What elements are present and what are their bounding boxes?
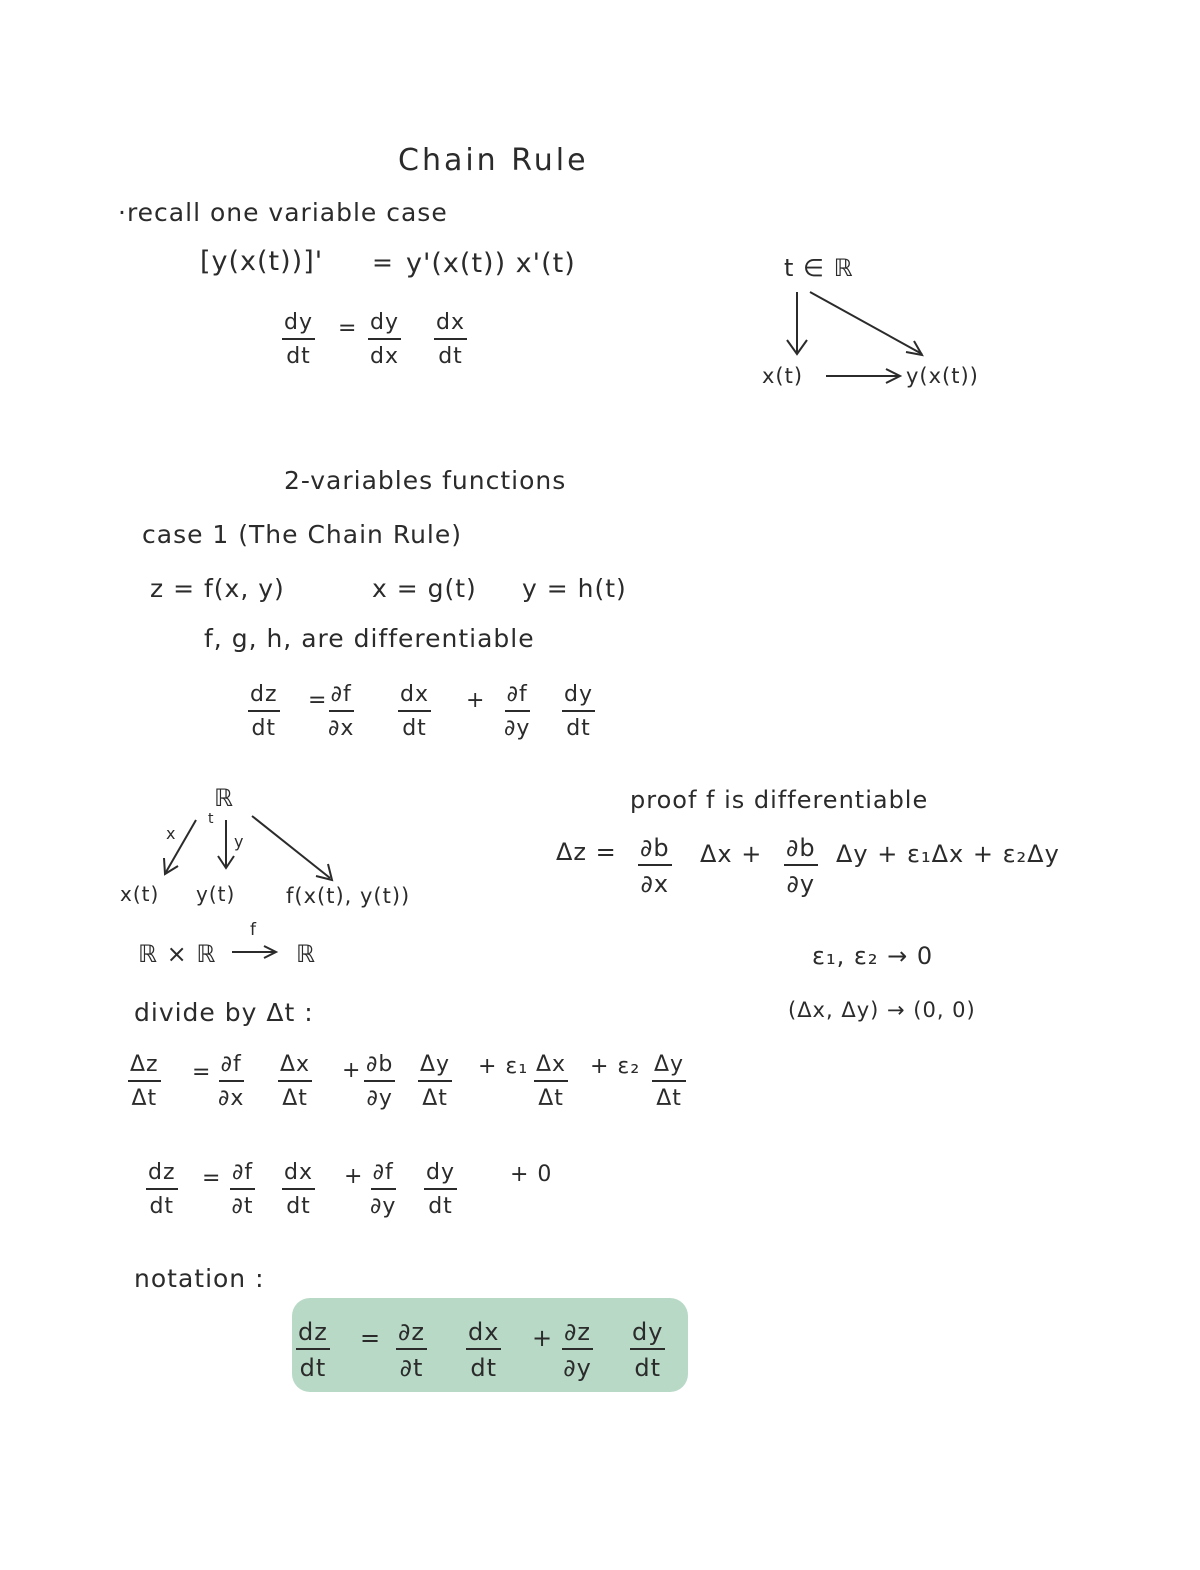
chain-df-dy: $\frac{\partial f}{\partial y}$ (504, 682, 531, 741)
arrow-root-to-x (166, 820, 196, 872)
boxed-dx-dt: $\frac{dx}{dt}$ (468, 1318, 500, 1382)
section-2-heading: 2-variables functions (284, 466, 567, 495)
proof-limit: (Δx, Δy) → (0, 0) (788, 998, 976, 1022)
tree-arrows (164, 816, 332, 880)
case1-heading: case 1 (The Chain Rule) (142, 520, 462, 549)
limit-df-dy: $\frac{\partial f}{\partial y}$ (370, 1160, 397, 1219)
tree-leaf-x: x(t) (120, 882, 160, 906)
proof-dz: Δz = (556, 838, 617, 866)
boxed-lhs: $\frac{dz}{dt}$ (298, 1318, 328, 1382)
equals-sign: = (372, 248, 394, 277)
delta-df-dx: $\frac{\partial f}{\partial x}$ (218, 1052, 245, 1111)
tree-label-t: t (208, 811, 215, 827)
limit-dy-dt: $\frac{dy}{dt}$ (426, 1160, 455, 1219)
boxed-dy-dt: $\frac{dy}{dt}$ (632, 1318, 664, 1382)
delta-dy-dt: $\frac{\Delta y}{\Delta t}$ (420, 1052, 451, 1111)
chain-dy-dt: $\frac{dy}{dt}$ (564, 682, 593, 741)
arrow-root-to-f (252, 816, 330, 878)
delta-eps2-frac: $\frac{\Delta y}{\Delta t}$ (654, 1052, 685, 1111)
diagram1-arrows (787, 292, 922, 383)
proof-heading: proof f is differentiable (630, 786, 929, 814)
tree-leaf-y: y(t) (196, 882, 236, 906)
tree-label-y: y (234, 832, 245, 851)
def-y: y = h(t) (522, 574, 627, 603)
def-z: z = f(x, y) (150, 574, 285, 603)
mapping-f-label: f (250, 920, 257, 940)
tree-leaf-f: f(x(t), y(t)) (286, 884, 411, 908)
limit-tail: + 0 (510, 1162, 553, 1187)
page-title: Chain Rule (398, 143, 589, 178)
delta-lhs: $\frac{\Delta z}{\Delta t}$ (130, 1052, 159, 1111)
differentiable-note: f, g, h, are differentiable (204, 624, 535, 653)
proof-db-dx: $\frac{\partial b}{\partial x}$ (640, 834, 670, 898)
arrow-t-to-y (810, 292, 922, 354)
diagram1-left: x(t) (762, 364, 804, 388)
delta-eps2: + ε₂ (590, 1054, 641, 1079)
delta-eps1-frac: $\frac{\Delta x}{\Delta t}$ (536, 1052, 567, 1111)
mapping-codomain: ℝ (296, 940, 317, 968)
fraction-dx-dt: $\frac{dx}{dt}$ (436, 310, 465, 369)
boxed-dz-dy: $\frac{\partial z}{\partial y}$ (563, 1318, 592, 1382)
proof-mid1: Δx + (700, 840, 763, 868)
diagram1-right: y(x(t)) (906, 364, 979, 388)
notation-heading: notation : (134, 1264, 265, 1293)
tree-root: ℝ (214, 784, 235, 812)
chain-dx-dt: $\frac{dx}{dt}$ (400, 682, 429, 741)
composite-derivative: [y(x(t))]' (200, 246, 324, 277)
fraction-dy-dx: $\frac{dy}{dx}$ (370, 310, 399, 369)
delta-dx-dt: $\frac{\Delta x}{\Delta t}$ (280, 1052, 311, 1111)
proof-mid2: Δy + ε₁Δx + ε₂Δy (836, 840, 1060, 868)
boxed-dz-dt: $\frac{\partial z}{\partial t}$ (398, 1318, 426, 1382)
divide-heading: divide by Δt : (134, 998, 314, 1027)
chain-df-dx: $\frac{\partial f}{\partial x}$ (328, 682, 355, 741)
tree-label-x: x (166, 824, 177, 843)
limit-df-dt: $\frac{\partial f}{\partial t}$ (231, 1160, 254, 1219)
def-x: x = g(t) (372, 574, 477, 603)
one-var-rhs: y'(x(t)) x'(t) (406, 248, 576, 279)
chain-lhs: $\frac{dz}{dt}$ (250, 682, 278, 741)
fraction-dy-dt: $\frac{dy}{dt}$ (284, 310, 313, 369)
proof-epsilon: ε₁, ε₂ → 0 (812, 942, 934, 970)
mapping-arrow (232, 946, 276, 958)
diagram1-top: t ∈ ℝ (784, 254, 854, 282)
delta-eps1: + ε₁ (478, 1054, 529, 1079)
proof-db-dy: $\frac{\partial b}{\partial y}$ (786, 834, 816, 898)
delta-db-dy: $\frac{\partial b}{\partial y}$ (366, 1052, 394, 1111)
recall-heading: ·recall one variable case (118, 198, 448, 227)
limit-dx-dt: $\frac{dx}{dt}$ (284, 1160, 313, 1219)
mapping-domain: ℝ × ℝ (138, 940, 217, 968)
limit-lhs: $\frac{dz}{dt}$ (148, 1160, 176, 1219)
